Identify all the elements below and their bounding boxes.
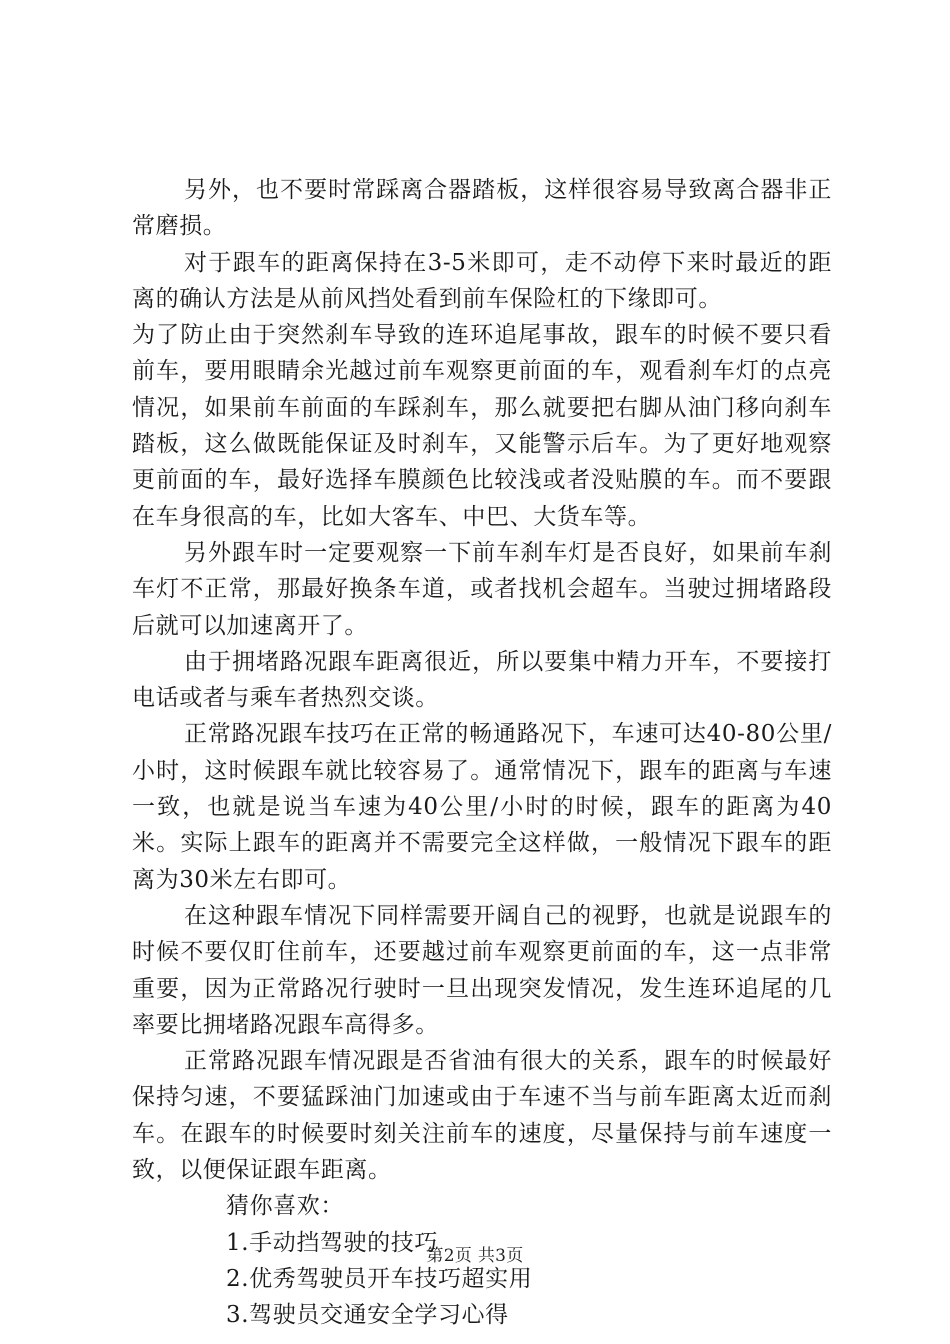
recommend-heading: 猜你喜欢：: [226, 1193, 344, 1220]
paragraph-chain-collision: 为了防止由于突然刹车导致的连环追尾事故，跟车的时候不要只看前车，要用眼睛余光越过前车观察更前面的车，观看刹车灯的点亮情况，如果前车前面的车踩刹车，那么就要把右脚从油门移向刹车踏板，这么做既能保证及时刹车，又能警示后车。为了更好地观察更前面的车，最好选择车膜颜色比较浅或者没贴膜的车。而不要跟在车身很高的车，比如大客车、中巴、大货车等。: [132, 322, 832, 530]
paragraph-fuel-saving: 正常路况跟车情况跟是否省油有很大的关系，跟车的时候最好保持匀速，不要猛踩油门加速或由于车速不当与前车距离太近而刹车。在跟车的时候要时刻关注前车的速度，尽量保持与前车速度一致，以便保证跟车距离。: [132, 1048, 832, 1184]
paragraph-following-distance: 对于跟车的距离保持在3-5米即可，走不动停下来时最近的距离的确认方法是从前风挡处看到前车保险杠的下缘即可。: [132, 249, 832, 312]
paragraph-normal-traffic: 正常路况跟车技巧在正常的畅通路况下，车速可达40-80公里/小时，这时候跟车就比较容易了。通常情况下，跟车的距离与车速一致，也就是说当车速为40公里/小时的时候，跟车的距离为40米。实际上跟车的距离并不需要完全这样做，一般情况下跟车的距离为30米左右即可。: [132, 721, 832, 893]
recommend-link-1[interactable]: 1.手动挡驾驶的技巧: [226, 1229, 438, 1256]
article-body: [132, 172, 832, 1334]
paragraph-concentration: 由于拥堵路况跟车距离很近，所以要集中精力开车，不要接打电话或者与乘车者热烈交谈。: [132, 648, 832, 712]
recommend-link-3[interactable]: 3.驾驶员交通安全学习心得: [226, 1302, 509, 1329]
paragraph-brake-lights: 另外跟车时一定要观察一下前车刹车灯是否良好，如果前车刹车灯不正常，那最好换条车道，或者找机会超车。当驶过拥堵路段后就可以加速离开了。: [132, 539, 832, 639]
paragraph-clutch: 另外，也不要时常踩离合器踏板，这样很容易导致离合器非正常磨损。: [132, 177, 832, 240]
recommend-link-2[interactable]: 2.优秀驾驶员开车技巧超实用: [226, 1265, 533, 1292]
paragraph-field-of-view: 在这种跟车情况下同样需要开阔自己的视野，也就是说跟车的时候不要仅盯住前车，还要越过前车观察更前面的车，这一点非常重要，因为正常路况行驶时一旦出现突发情况，发生连环追尾的几率要比拥堵路况跟车高得多。: [132, 902, 832, 1038]
page-number-footer: 第2页 共3页: [426, 1246, 524, 1266]
